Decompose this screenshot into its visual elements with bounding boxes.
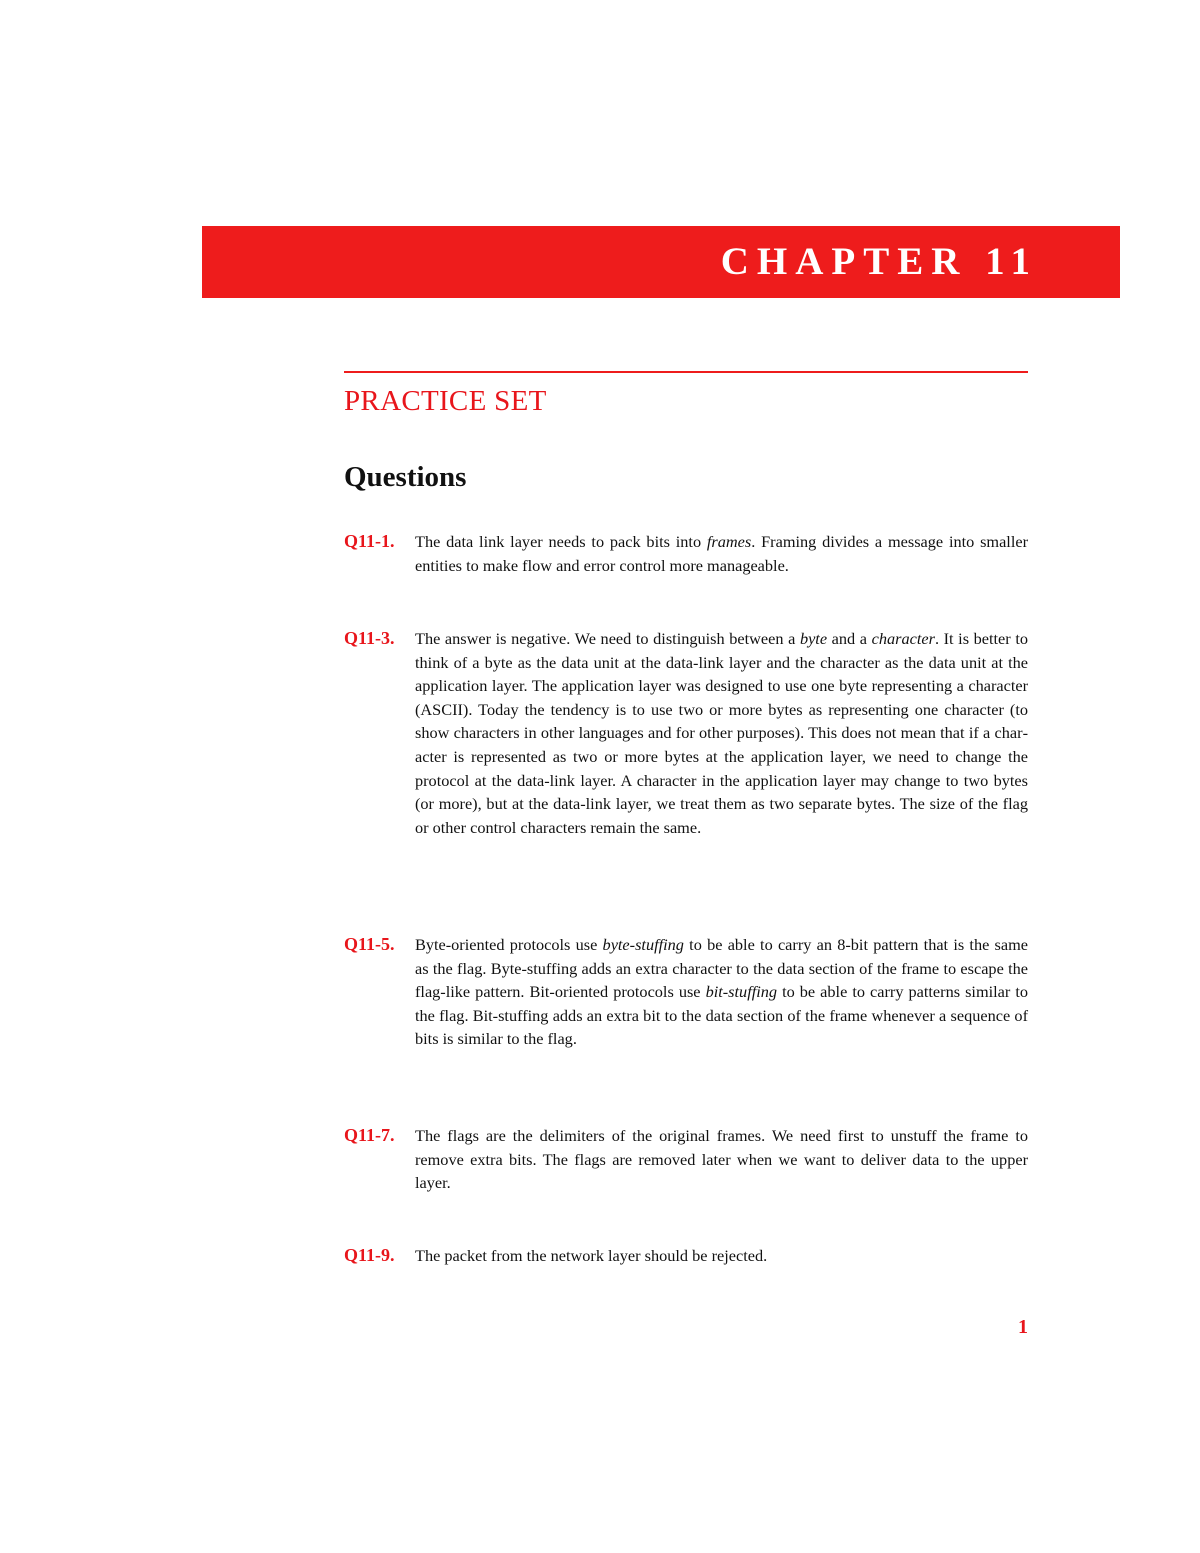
- answer-text-run: The packet from the network layer should be rejected.: [415, 1246, 768, 1265]
- answer-text-run: The answer is negative. We need to distinguish between a: [415, 629, 800, 648]
- question-item: [344, 1124, 1028, 1195]
- question-item: [344, 933, 1028, 1051]
- page-number: 1: [1018, 1316, 1028, 1338]
- answer-text-run: to be able to carry an 8-bit pattern that is the same as the flag. Byte-stuffing adds an extra character to the data section of the frame to escape the flag-like pattern. Bit-oriented protocols use: [415, 935, 1029, 1002]
- answer-emphasis: bit-stuffing: [705, 982, 778, 1002]
- answer-text: [415, 933, 1028, 1051]
- answer-emphasis: character: [871, 629, 935, 648]
- question-item: [344, 627, 1028, 839]
- answer-text-run: Byte-oriented protocols use: [415, 935, 603, 954]
- answer-text-run: to be able to carry patterns similar to the flag. Bit-stuffing adds an extra bit to the data section of the frame whenever a sequence of bits is similar to the flag.: [415, 982, 1029, 1049]
- answer-text: [415, 627, 1028, 839]
- answer-text: [415, 1124, 1028, 1195]
- question-label: Q11-9.: [344, 1245, 395, 1265]
- subsection-title: Questions: [344, 461, 467, 493]
- chapter-header-band: [202, 226, 1120, 298]
- answer-text-run: The flags are the delimiters of the original frames. We need first to unstuff the frame to remove extra bits. The flags are removed later when we want to deliver data to the upper layer.: [415, 1126, 1028, 1193]
- answer-text: [415, 530, 1028, 577]
- question-item: [344, 530, 1028, 577]
- answer-emphasis: frames: [706, 532, 752, 551]
- answer-emphasis: byte-stuffing: [602, 935, 684, 954]
- question-label: Q11-3.: [344, 628, 395, 648]
- answer-text-run: . Framing divides a message into smaller entities to make flow and error control more manageable.: [415, 532, 1028, 575]
- answer-text-run: and a: [827, 629, 872, 648]
- chapter-title: CHAPTER 11: [720, 240, 1038, 283]
- answer-emphasis: byte: [799, 629, 828, 648]
- question-label: Q11-7.: [344, 1125, 395, 1145]
- question-item: [344, 1244, 1028, 1268]
- section-title: PRACTICE SET: [344, 385, 547, 417]
- section-rule: [344, 371, 1028, 373]
- answer-text-run: . It is better to think of a byte as the data unit at the data-link layer and the character as the data unit at the application layer. The application layer was designed to use one byte representing a character (ASCII). Today the tendency is to use two or more bytes as representing one character (to show characters in other languages and for other purposes). This does not mean that if a character is represented as two or more bytes at the application layer, we need to change the protocol at the data-link layer. A character in the application layer may change to two bytes (or more), but at the data-link layer, we treat them as two separate bytes. The size of the flag or other control characters remain the same.: [415, 629, 1028, 837]
- question-label: Q11-5.: [344, 934, 395, 954]
- answer-text-run: The data link layer needs to pack bits into: [415, 532, 707, 551]
- question-label: Q11-1.: [344, 531, 395, 551]
- answer-text: [415, 1244, 1028, 1268]
